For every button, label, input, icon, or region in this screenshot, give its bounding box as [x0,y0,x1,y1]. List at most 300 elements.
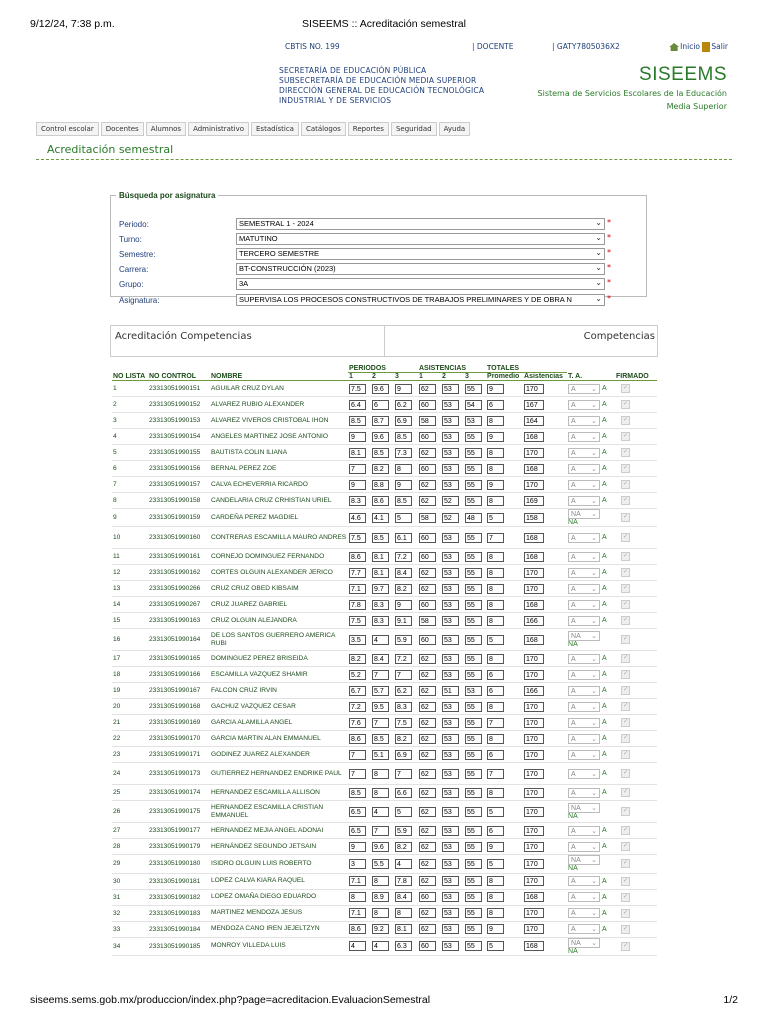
asistencia-input[interactable]: 53 [442,842,459,852]
asistencia-input[interactable]: 53 [442,769,459,779]
menu-item-docentes[interactable]: Docentes [101,122,144,136]
firmado-checkbox[interactable]: ✓ [623,843,629,850]
asistencia-input[interactable]: 62 [419,584,436,594]
periodo-grade-input[interactable]: 9.1 [395,616,412,626]
asistencia-input[interactable]: 53 [442,384,459,394]
asistencias-total-input[interactable]: 170 [524,924,544,934]
inicio-link[interactable]: Inicio [680,42,700,51]
asistencia-input[interactable]: 55 [465,384,482,394]
asistencia-input[interactable]: 55 [465,876,482,886]
periodo-grade-input[interactable]: 7 [372,670,389,680]
firmado-checkbox[interactable]: ✓ [623,481,629,487]
periodo-grade-input[interactable]: 5.9 [395,635,412,645]
asistencia-input[interactable]: 53 [442,600,459,610]
ta-select[interactable] [568,938,600,948]
periodo-grade-input[interactable]: 6.2 [395,400,412,410]
asistencia-input[interactable]: 55 [465,432,482,442]
asistencias-total-input[interactable]: 170 [524,670,544,680]
periodo-grade-input[interactable]: 5.9 [395,826,412,836]
asistencia-input[interactable]: 55 [465,941,482,951]
asistencia-input[interactable]: 53 [442,533,459,543]
periodo-grade-input[interactable]: 7.1 [349,584,366,594]
periodo-grade-input[interactable]: 7 [395,670,412,680]
periodo-grade-input[interactable]: 3 [349,859,366,869]
periodo-grade-input[interactable]: 6.9 [395,416,412,426]
periodo-grade-input[interactable]: 8.4 [395,568,412,578]
asistencias-total-input[interactable]: 158 [524,513,544,523]
periodo-grade-input[interactable]: 8.6 [349,924,366,934]
asistencia-input[interactable]: 53 [442,568,459,578]
promedio-input[interactable]: 5 [487,941,504,951]
ta-select[interactable] [568,788,600,798]
asistencia-input[interactable]: 62 [419,769,436,779]
periodo-grade-input[interactable]: 7.1 [349,876,366,886]
promedio-input[interactable]: 7 [487,533,504,543]
periodo-grade-input[interactable]: 8.3 [349,496,366,506]
firmado-checkbox[interactable]: ✓ [623,636,629,643]
menu-item-control-escolar[interactable]: Control escolar [36,122,99,136]
asistencias-total-input[interactable]: 170 [524,859,544,869]
menu-item-reportes[interactable]: Reportes [348,122,389,136]
periodo-grade-input[interactable]: 5.2 [349,670,366,680]
asistencia-input[interactable]: 53 [442,908,459,918]
periodo-grade-input[interactable]: 5.5 [372,859,389,869]
periodo-grade-input[interactable]: 8.3 [395,702,412,712]
asistencias-total-input[interactable]: 166 [524,686,544,696]
asistencia-input[interactable]: 62 [419,924,436,934]
firmado-checkbox[interactable]: ✓ [623,687,629,694]
filter-select[interactable] [236,278,605,290]
ta-select[interactable] [568,568,600,578]
asistencia-input[interactable]: 58 [419,616,436,626]
firmado-checkbox[interactable]: ✓ [623,860,629,867]
promedio-input[interactable]: 6 [487,750,504,760]
periodo-grade-input[interactable]: 6.4 [349,400,366,410]
firmado-checkbox[interactable]: ✓ [623,808,629,815]
asistencia-input[interactable]: 60 [419,892,436,902]
asistencias-total-input[interactable]: 170 [524,480,544,490]
asistencias-total-input[interactable]: 170 [524,654,544,664]
periodo-grade-input[interactable]: 8 [372,769,389,779]
periodo-grade-input[interactable]: 6.7 [349,686,366,696]
periodo-grade-input[interactable]: 8.5 [372,734,389,744]
ta-select[interactable] [568,600,600,610]
asistencias-total-input[interactable]: 168 [524,941,544,951]
asistencia-input[interactable]: 55 [465,750,482,760]
firmado-checkbox[interactable]: ✓ [623,827,629,834]
ta-select[interactable] [568,855,600,865]
filter-select[interactable] [236,294,605,306]
periodo-grade-input[interactable]: 6.9 [395,750,412,760]
periodo-grade-input[interactable]: 7.2 [395,654,412,664]
periodo-grade-input[interactable]: 9.6 [372,384,389,394]
periodo-grade-input[interactable]: 9.6 [372,842,389,852]
promedio-input[interactable]: 8 [487,892,504,902]
asistencia-input[interactable]: 52 [442,513,459,523]
firmado-checkbox[interactable]: ✓ [623,385,629,391]
asistencia-input[interactable]: 53 [442,670,459,680]
firmado-checkbox[interactable]: ✓ [623,514,629,521]
asistencias-total-input[interactable]: 166 [524,616,544,626]
ta-select[interactable] [568,631,600,641]
ta-select[interactable] [568,750,600,760]
asistencia-input[interactable]: 53 [442,552,459,562]
asistencia-input[interactable]: 53 [442,924,459,934]
periodo-grade-input[interactable]: 5.1 [372,750,389,760]
asistencia-input[interactable]: 55 [465,584,482,594]
asistencia-input[interactable]: 62 [419,448,436,458]
firmado-checkbox[interactable]: ✓ [623,569,629,576]
asistencia-input[interactable]: 58 [419,513,436,523]
firmado-checkbox[interactable]: ✓ [623,449,629,455]
asistencia-input[interactable]: 53 [442,788,459,798]
periodo-grade-input[interactable]: 8.7 [372,416,389,426]
asistencia-input[interactable]: 51 [442,686,459,696]
periodo-grade-input[interactable]: 8.3 [372,600,389,610]
firmado-checkbox[interactable]: ✓ [623,433,629,439]
asistencia-input[interactable]: 55 [465,600,482,610]
firmado-checkbox[interactable]: ✓ [623,671,629,678]
asistencia-input[interactable]: 55 [465,788,482,798]
asistencias-total-input[interactable]: 170 [524,876,544,886]
firmado-checkbox[interactable]: ✓ [623,719,629,726]
periodo-grade-input[interactable]: 7.2 [349,702,366,712]
periodo-grade-input[interactable]: 8.3 [372,616,389,626]
periodo-grade-input[interactable]: 8.5 [395,496,412,506]
periodo-grade-input[interactable]: 8.2 [395,842,412,852]
asistencia-input[interactable]: 55 [465,496,482,506]
periodo-grade-input[interactable]: 7.2 [395,552,412,562]
asistencia-input[interactable]: 53 [442,448,459,458]
promedio-input[interactable]: 6 [487,670,504,680]
periodo-grade-input[interactable]: 8 [372,876,389,886]
asistencia-input[interactable]: 52 [442,496,459,506]
asistencia-input[interactable]: 62 [419,826,436,836]
promedio-input[interactable]: 8 [487,416,504,426]
periodo-grade-input[interactable]: 5.7 [372,686,389,696]
filter-select[interactable] [236,263,605,275]
periodo-grade-input[interactable]: 9.7 [372,584,389,594]
firmado-checkbox[interactable]: ✓ [623,601,629,608]
promedio-input[interactable]: 8 [487,702,504,712]
menu-item-administrativo[interactable]: Administrativo [188,122,249,136]
promedio-input[interactable]: 8 [487,908,504,918]
periodo-grade-input[interactable]: 8.1 [395,924,412,934]
firmado-checkbox[interactable]: ✓ [623,417,629,423]
periodo-grade-input[interactable]: 4 [372,941,389,951]
asistencias-total-input[interactable]: 168 [524,600,544,610]
asistencia-input[interactable]: 55 [465,908,482,918]
asistencia-input[interactable]: 55 [465,702,482,712]
periodo-grade-input[interactable]: 5 [395,513,412,523]
promedio-input[interactable]: 5 [487,807,504,817]
ta-select[interactable] [568,908,600,918]
menu-item-ayuda[interactable]: Ayuda [439,122,471,136]
asistencias-total-input[interactable]: 168 [524,892,544,902]
ta-select[interactable] [568,464,600,474]
asistencia-input[interactable]: 55 [465,807,482,817]
asistencia-input[interactable]: 55 [465,635,482,645]
asistencia-input[interactable]: 62 [419,859,436,869]
periodo-grade-input[interactable]: 9.2 [372,924,389,934]
periodo-grade-input[interactable]: 8.5 [372,533,389,543]
periodo-grade-input[interactable]: 8.9 [372,892,389,902]
periodo-grade-input[interactable]: 8.8 [372,480,389,490]
asistencia-input[interactable]: 58 [419,416,436,426]
asistencia-input[interactable]: 55 [465,859,482,869]
promedio-input[interactable]: 5 [487,859,504,869]
promedio-input[interactable]: 8 [487,788,504,798]
promedio-input[interactable]: 8 [487,654,504,664]
menu-item-seguridad[interactable]: Seguridad [391,122,437,136]
menu-item-alumnos[interactable]: Alumnos [146,122,186,136]
ta-select[interactable] [568,654,600,664]
asistencias-total-input[interactable]: 168 [524,533,544,543]
periodo-grade-input[interactable]: 8 [372,788,389,798]
asistencia-input[interactable]: 60 [419,600,436,610]
periodo-grade-input[interactable]: 6 [372,400,389,410]
periodo-grade-input[interactable]: 6.5 [349,807,366,817]
asistencia-input[interactable]: 55 [465,464,482,474]
promedio-input[interactable]: 5 [487,635,504,645]
asistencia-input[interactable]: 55 [465,734,482,744]
firmado-checkbox[interactable]: ✓ [623,735,629,742]
asistencia-input[interactable]: 55 [465,616,482,626]
asistencia-input[interactable]: 53 [442,416,459,426]
asistencia-input[interactable]: 55 [465,826,482,836]
promedio-input[interactable]: 8 [487,734,504,744]
periodo-grade-input[interactable]: 7.7 [349,568,366,578]
asistencias-total-input[interactable]: 168 [524,552,544,562]
periodo-grade-input[interactable]: 9 [349,480,366,490]
promedio-input[interactable]: 6 [487,400,504,410]
periodo-grade-input[interactable]: 8.5 [395,432,412,442]
ta-select[interactable] [568,584,600,594]
asistencia-input[interactable]: 53 [442,876,459,886]
periodo-grade-input[interactable]: 8.5 [349,416,366,426]
firmado-checkbox[interactable]: ✓ [623,401,629,407]
asistencia-input[interactable]: 53 [442,432,459,442]
ta-select[interactable] [568,734,600,744]
asistencia-input[interactable]: 62 [419,384,436,394]
periodo-grade-input[interactable]: 8.5 [372,448,389,458]
asistencia-input[interactable]: 53 [465,416,482,426]
filter-select[interactable] [236,233,605,245]
asistencias-total-input[interactable]: 170 [524,826,544,836]
ta-select[interactable] [568,924,600,934]
asistencia-input[interactable]: 62 [419,908,436,918]
periodo-grade-input[interactable]: 8.2 [395,734,412,744]
promedio-input[interactable]: 6 [487,686,504,696]
asistencia-input[interactable]: 53 [442,654,459,664]
asistencia-input[interactable]: 55 [465,448,482,458]
firmado-checkbox[interactable]: ✓ [623,534,629,541]
periodo-grade-input[interactable]: 8 [349,892,366,902]
ta-select[interactable] [568,842,600,852]
ta-select[interactable] [568,448,600,458]
promedio-input[interactable]: 8 [487,568,504,578]
periodo-grade-input[interactable]: 7 [349,464,366,474]
periodo-grade-input[interactable]: 4.6 [349,513,366,523]
ta-select[interactable] [568,718,600,728]
asistencia-input[interactable]: 55 [465,533,482,543]
periodo-grade-input[interactable]: 7.8 [349,600,366,610]
firmado-checkbox[interactable]: ✓ [623,751,629,758]
ta-select[interactable] [568,480,600,490]
asistencias-total-input[interactable]: 170 [524,734,544,744]
periodo-grade-input[interactable]: 6.2 [395,686,412,696]
asistencia-input[interactable]: 53 [442,734,459,744]
periodo-grade-input[interactable]: 6.5 [349,826,366,836]
asistencia-input[interactable]: 60 [419,941,436,951]
firmado-checkbox[interactable]: ✓ [623,942,629,949]
periodo-grade-input[interactable]: 7.8 [395,876,412,886]
firmado-checkbox[interactable]: ✓ [623,893,629,900]
asistencias-total-input[interactable]: 170 [524,842,544,852]
asistencia-input[interactable]: 62 [419,788,436,798]
asistencia-input[interactable]: 53 [442,826,459,836]
ta-select[interactable] [568,702,600,712]
asistencias-total-input[interactable]: 168 [524,635,544,645]
ta-select[interactable] [568,384,600,394]
asistencia-input[interactable]: 62 [419,876,436,886]
periodo-grade-input[interactable]: 4.1 [372,513,389,523]
asistencia-input[interactable]: 55 [465,718,482,728]
promedio-input[interactable]: 8 [487,496,504,506]
asistencia-input[interactable]: 62 [419,568,436,578]
periodo-grade-input[interactable]: 8.2 [372,464,389,474]
ta-select[interactable] [568,769,600,779]
asistencia-input[interactable]: 55 [465,480,482,490]
periodo-grade-input[interactable]: 7 [395,769,412,779]
periodo-grade-input[interactable]: 8.6 [349,552,366,562]
promedio-input[interactable]: 5 [487,513,504,523]
asistencia-input[interactable]: 53 [442,464,459,474]
asistencias-total-input[interactable]: 170 [524,448,544,458]
asistencia-input[interactable]: 53 [442,941,459,951]
menu-item-catalogos[interactable]: Catálogos [301,122,346,136]
asistencia-input[interactable]: 53 [442,892,459,902]
asistencias-total-input[interactable]: 170 [524,718,544,728]
asistencia-input[interactable]: 55 [465,892,482,902]
asistencia-input[interactable]: 60 [419,400,436,410]
ta-select[interactable] [568,432,600,442]
periodo-grade-input[interactable]: 7.5 [349,384,366,394]
asistencia-input[interactable]: 62 [419,734,436,744]
asistencia-input[interactable]: 60 [419,533,436,543]
asistencias-total-input[interactable]: 170 [524,750,544,760]
asistencia-input[interactable]: 53 [442,807,459,817]
asistencia-input[interactable]: 55 [465,769,482,779]
periodo-grade-input[interactable]: 7.5 [395,718,412,728]
firmado-checkbox[interactable]: ✓ [623,553,629,560]
asistencia-input[interactable]: 48 [465,513,482,523]
firmado-checkbox[interactable]: ✓ [623,585,629,592]
promedio-input[interactable]: 8 [487,616,504,626]
promedio-input[interactable]: 7 [487,718,504,728]
periodo-grade-input[interactable]: 9 [395,480,412,490]
asistencias-total-input[interactable]: 170 [524,384,544,394]
firmado-checkbox[interactable]: ✓ [623,925,629,932]
periodo-grade-input[interactable]: 8.2 [395,584,412,594]
promedio-input[interactable]: 8 [487,464,504,474]
ta-select[interactable] [568,616,600,626]
periodo-grade-input[interactable]: 8 [372,908,389,918]
asistencia-input[interactable]: 55 [465,552,482,562]
periodo-grade-input[interactable]: 7.5 [349,616,366,626]
asistencia-input[interactable]: 62 [419,842,436,852]
periodo-grade-input[interactable]: 9 [395,384,412,394]
asistencia-input[interactable]: 62 [419,718,436,728]
periodo-grade-input[interactable]: 8.6 [349,734,366,744]
asistencia-input[interactable]: 53 [465,686,482,696]
asistencia-input[interactable]: 55 [465,924,482,934]
periodo-grade-input[interactable]: 7.3 [395,448,412,458]
asistencia-input[interactable]: 62 [419,686,436,696]
promedio-input[interactable]: 9 [487,842,504,852]
asistencia-input[interactable]: 54 [465,400,482,410]
periodo-grade-input[interactable]: 8.4 [395,892,412,902]
asistencias-total-input[interactable]: 170 [524,788,544,798]
asistencia-input[interactable]: 53 [442,750,459,760]
asistencia-input[interactable]: 55 [465,842,482,852]
promedio-input[interactable]: 9 [487,480,504,490]
periodo-grade-input[interactable]: 8.1 [372,568,389,578]
periodo-grade-input[interactable]: 7 [372,718,389,728]
asistencia-input[interactable]: 60 [419,464,436,474]
ta-select[interactable] [568,533,600,543]
periodo-grade-input[interactable]: 4 [395,859,412,869]
periodo-grade-input[interactable]: 7.6 [349,718,366,728]
firmado-checkbox[interactable]: ✓ [623,655,629,662]
menu-item-estadistica[interactable]: Estadística [251,122,299,136]
asistencia-input[interactable]: 60 [419,552,436,562]
periodo-grade-input[interactable]: 7 [349,750,366,760]
asistencia-input[interactable]: 53 [442,616,459,626]
ta-select[interactable] [568,876,600,886]
salir-link[interactable]: Salir [711,42,728,51]
asistencias-total-input[interactable]: 169 [524,496,544,506]
asistencia-input[interactable]: 62 [419,670,436,680]
filter-select[interactable] [236,218,605,230]
periodo-grade-input[interactable]: 4 [349,941,366,951]
periodo-grade-input[interactable]: 9.6 [372,432,389,442]
asistencia-input[interactable]: 60 [419,635,436,645]
promedio-input[interactable]: 8 [487,552,504,562]
asistencia-input[interactable]: 62 [419,750,436,760]
firmado-checkbox[interactable]: ✓ [623,770,629,777]
firmado-checkbox[interactable]: ✓ [623,909,629,916]
periodo-grade-input[interactable]: 4 [372,807,389,817]
asistencias-total-input[interactable]: 164 [524,416,544,426]
asistencia-input[interactable]: 53 [442,400,459,410]
asistencia-input[interactable]: 55 [465,654,482,664]
asistencia-input[interactable]: 62 [419,496,436,506]
promedio-input[interactable]: 6 [487,826,504,836]
asistencias-total-input[interactable]: 167 [524,400,544,410]
promedio-input[interactable]: 8 [487,584,504,594]
asistencia-input[interactable]: 53 [442,480,459,490]
asistencia-input[interactable]: 55 [465,568,482,578]
periodo-grade-input[interactable]: 8.2 [349,654,366,664]
filter-select[interactable] [236,248,605,260]
periodo-grade-input[interactable]: 7 [372,826,389,836]
asistencias-total-input[interactable]: 170 [524,702,544,712]
promedio-input[interactable]: 9 [487,384,504,394]
periodo-grade-input[interactable]: 9 [349,842,366,852]
periodo-grade-input[interactable]: 6.3 [395,941,412,951]
periodo-grade-input[interactable]: 9 [349,432,366,442]
